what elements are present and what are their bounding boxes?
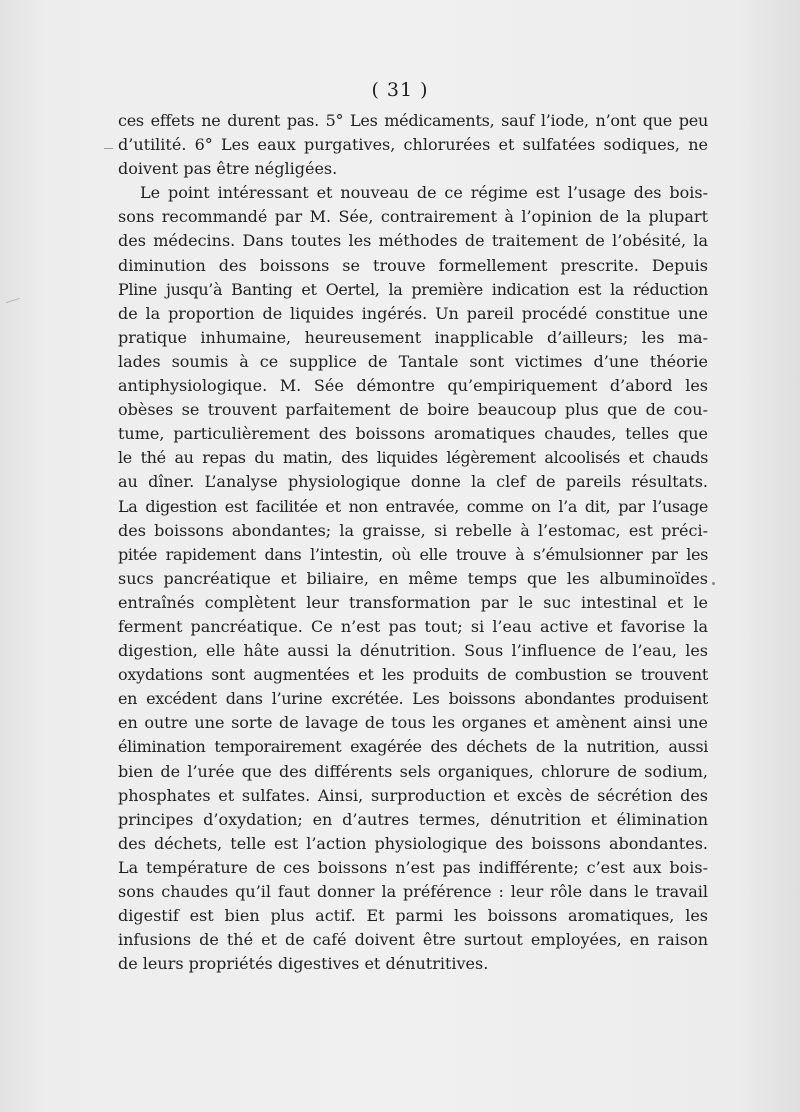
scan-mark [104, 148, 113, 149]
text-line: diminution des boissons se trouve formellement prescrite. Depuis [118, 255, 708, 275]
text-line: entraînés complètent leur transformation par le suc intestinal et le [118, 592, 708, 612]
text-line: au dîner. L’analyse physiologique donne la clef de pareils résultats. [118, 472, 708, 492]
text-line: antiphysiologique. M. Sée démontre qu’empiriquement d’abord les [118, 376, 708, 396]
text-line: Pline jusqu’à Banting et Oertel, la première indication est la réduction [118, 279, 708, 299]
text-line: Le point intéressant et nouveau de ce régime est l’usage des bois- [140, 183, 708, 203]
body-text [118, 109, 708, 976]
text-line: en excédent dans l’urine excrétée. Les boissons abondantes produisent [118, 689, 708, 709]
scan-mark [712, 582, 715, 585]
text-line: tume, particulièrement des boissons aromatiques chaudes, telles que [118, 424, 708, 444]
text-line: pratique inhumaine, heureusement inapplicable d’ailleurs; les ma- [118, 327, 708, 347]
text-line: le thé au repas du matin, des liquides légèrement alcoolisés et chauds [118, 448, 708, 468]
text-line: pitée rapidement dans l’intestin, où elle trouve à s’émulsionner par les [118, 544, 708, 564]
text-line: élimination temporairement exagérée des déchets de la nutrition, aussi [118, 737, 708, 757]
text-line: digestion, elle hâte aussi la dénutrition. Sous l’influence de l’eau, les [118, 641, 708, 661]
scan-mark [6, 298, 20, 303]
text-line: La température de ces boissons n’est pas indifférente; c’est aux bois- [118, 857, 708, 877]
text-line: digestif est bien plus actif. Et parmi les boissons aromatiques, les [118, 906, 708, 926]
text-line: bien de l’urée que des différents sels organiques, chlorure de sodium, [118, 761, 708, 781]
text-line: phosphates et sulfates. Ainsi, surproduction et excès de sécrétion des [118, 785, 708, 805]
text-line: doivent pas être négligées. [118, 159, 338, 179]
text-line: sucs pancréatique et biliaire, en même temps que les albuminoïdes [118, 568, 708, 588]
text-line: en outre une sorte de lavage de tous les organes et amènent ainsi une [118, 713, 708, 733]
text-line: obèses se trouvent parfaitement de boire beaucoup plus que de cou- [118, 400, 708, 420]
text-line: de leurs propriétés digestives et dénutritives. [118, 954, 489, 974]
text-line: oxydations sont augmentées et les produits de combustion se trouvent [118, 665, 708, 685]
text-line: des déchets, telle est l’action physiologique des boissons abondantes. [118, 833, 708, 853]
text-line: sons recommandé par M. Sée, contrairement à l’opinion de la plupart [118, 207, 708, 227]
text-line: principes d’oxydation; en d’autres termes, dénutrition et élimination [118, 809, 708, 829]
text-line: des boissons abondantes; la graisse, si rebelle à l’estomac, est préci- [118, 520, 708, 540]
text-line: sons chaudes qu’il faut donner la préférence : leur rôle dans le travail [118, 882, 708, 901]
text-line: infusions de thé et de café doivent être surtout employées, en raison [118, 930, 708, 950]
text-line: ces effets ne durent pas. 5° Les médicaments, sauf l’iode, n’ont que peu [118, 111, 708, 130]
text-line: ferment pancréatique. Ce n’est pas tout; si l’eau active et favorise la [118, 616, 708, 636]
text-line: La digestion est facilitée et non entravée, comme on l’a dit, par l’usage [118, 496, 708, 516]
text-line: d’utilité. 6° Les eaux purgatives, chlorurées et sulfatées sodiques, ne [118, 135, 708, 155]
text-line: des médecins. Dans toutes les méthodes de traitement de l’obésité, la [118, 231, 708, 251]
text-line: lades soumis à ce supplice de Tantale sont victimes d’une théorie [118, 351, 708, 371]
page-number: ( 31 ) [371, 79, 429, 101]
text-line: de la proportion de liquides ingérés. Un pareil procédé constitue une [118, 303, 708, 323]
